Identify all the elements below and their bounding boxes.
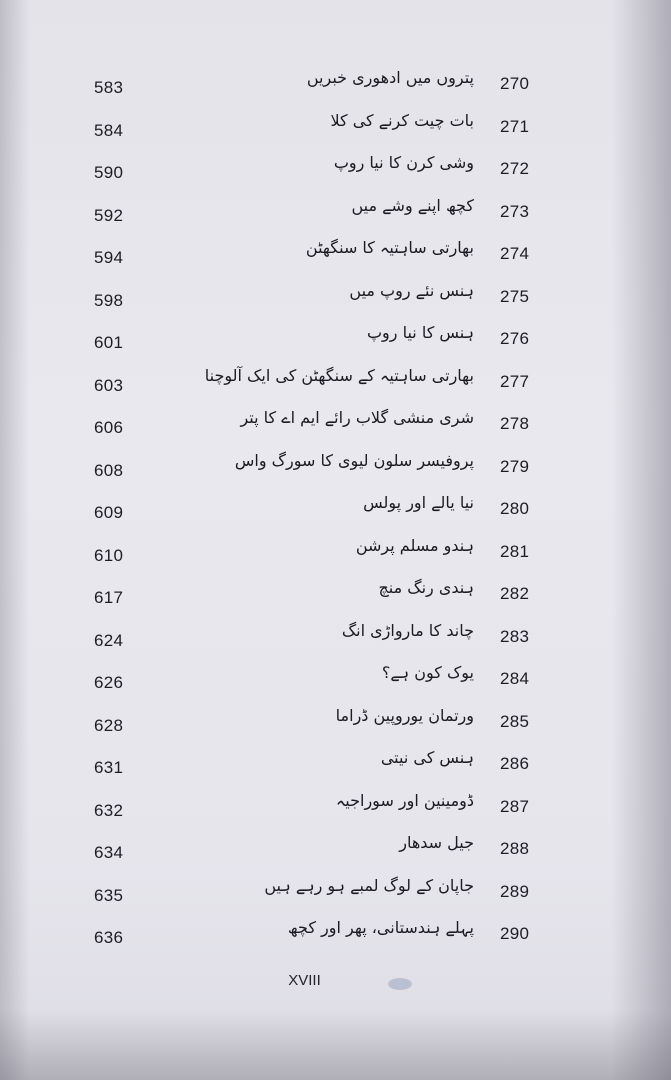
toc-entry-number: 290 bbox=[500, 924, 530, 943]
toc-page-number: 635 bbox=[94, 885, 124, 905]
toc-entry-number: 277 bbox=[500, 371, 530, 391]
toc-entry-number: 279 bbox=[500, 456, 530, 476]
toc-entry-title: یوک کون ہے؟ bbox=[381, 663, 474, 682]
toc-entry-number: 282 bbox=[500, 584, 530, 603]
toc-row bbox=[0, 66, 671, 109]
toc-entry-number: 271 bbox=[500, 116, 530, 136]
toc-entry-title: نیا یالے اور پولس bbox=[363, 493, 474, 512]
toc-page-number: 592 bbox=[94, 205, 124, 225]
toc-page-number: 584 bbox=[94, 120, 124, 140]
toc-entry-title: شری منشی گلاب رائے ایم اے کا پتر bbox=[240, 408, 474, 427]
toc-entry-title: ہندی رنگ منچ bbox=[378, 578, 474, 597]
page-shadow-bottom bbox=[0, 1010, 671, 1080]
toc-entry-number: 288 bbox=[500, 839, 530, 858]
toc-page-number: 603 bbox=[94, 375, 124, 395]
toc-entry-title: ہنس کا نیا روپ bbox=[366, 323, 474, 342]
toc-page-number: 636 bbox=[94, 928, 124, 947]
toc-entry-number: 289 bbox=[500, 881, 530, 901]
toc-entry-title: جاپان کے لوگ لمبے ہو رہے ہیں bbox=[264, 875, 474, 895]
toc-row bbox=[0, 321, 671, 364]
toc-entry-number: 273 bbox=[500, 201, 530, 221]
toc-page-number: 609 bbox=[94, 503, 124, 522]
toc-page-number: 606 bbox=[94, 418, 124, 437]
toc-page-number: 598 bbox=[94, 290, 124, 310]
toc-entry-number: 280 bbox=[500, 499, 530, 518]
toc-row bbox=[0, 151, 671, 194]
toc-page-number: 631 bbox=[94, 758, 124, 777]
toc-entry-number: 285 bbox=[500, 711, 530, 731]
toc-page-number: 632 bbox=[94, 800, 124, 820]
toc-entry-title: وشی کرن کا نیا روپ bbox=[333, 153, 474, 172]
toc-entry-number: 283 bbox=[500, 626, 530, 646]
toc-entry-number: 278 bbox=[500, 414, 530, 433]
toc-entry-number: 275 bbox=[500, 286, 530, 306]
toc-entry-title: بات چیت کرنے کی کلا bbox=[330, 110, 474, 130]
toc-page-number: 617 bbox=[94, 588, 124, 607]
toc-row bbox=[0, 109, 671, 152]
toc-entry-number: 276 bbox=[500, 329, 530, 348]
page-footer bbox=[0, 972, 671, 989]
toc-entry-title: پروفیسر سلون لیوی کا سورگ واس bbox=[234, 450, 474, 470]
toc-row bbox=[0, 364, 671, 407]
toc-entry-title: کچھ اپنے وشے میں bbox=[351, 195, 474, 215]
toc-entry-title: ورتمان یوروپین ڈراما bbox=[335, 705, 474, 725]
toc-page-number: 624 bbox=[94, 630, 124, 650]
toc-entry-title: ڈومینین اور سوراجیہ bbox=[335, 790, 474, 810]
toc-entry-number: 272 bbox=[500, 159, 530, 178]
toc-row bbox=[0, 916, 671, 959]
toc-row bbox=[0, 491, 671, 534]
toc-page-number: 634 bbox=[94, 843, 124, 862]
toc-page-number: 610 bbox=[94, 545, 124, 565]
toc-row bbox=[0, 236, 671, 279]
toc-row bbox=[0, 789, 671, 832]
toc-page-number: 626 bbox=[94, 673, 124, 692]
toc-page-number: 590 bbox=[94, 163, 124, 182]
toc-entry-title: بھارتی ساہتیہ کا سنگھٹن bbox=[305, 238, 474, 257]
toc-row bbox=[0, 874, 671, 917]
toc-row bbox=[0, 746, 671, 789]
table-of-contents bbox=[0, 66, 671, 959]
toc-entry-title: پتروں میں ادھوری خبریں bbox=[306, 68, 474, 87]
toc-entry-title: ہنس کی نیتی bbox=[380, 748, 474, 767]
toc-row bbox=[0, 661, 671, 704]
toc-row bbox=[0, 576, 671, 619]
page-number-roman: XVIII bbox=[288, 972, 321, 989]
toc-row bbox=[0, 449, 671, 492]
toc-row bbox=[0, 194, 671, 237]
toc-page-number: 628 bbox=[94, 715, 124, 735]
toc-page-number: 608 bbox=[94, 460, 124, 480]
toc-entry-title: بھارتی ساہتیہ کے سنگھٹن کی ایک آلوچنا bbox=[204, 365, 474, 385]
toc-entry-title: پہلے ہندستانی، پھر اور کچھ bbox=[287, 918, 474, 937]
toc-entry-number: 270 bbox=[500, 74, 530, 93]
toc-row bbox=[0, 534, 671, 577]
toc-entry-title: ہنس نئے روپ میں bbox=[349, 280, 474, 300]
toc-page-number: 601 bbox=[94, 333, 124, 352]
toc-row bbox=[0, 619, 671, 662]
toc-row bbox=[0, 406, 671, 449]
toc-entry-number: 287 bbox=[500, 796, 530, 816]
toc-entry-title: جیل سدھار bbox=[399, 833, 474, 852]
toc-entry-title: ہندو مسلم پرشن bbox=[355, 535, 474, 555]
toc-row bbox=[0, 831, 671, 874]
toc-entry-number: 286 bbox=[500, 754, 530, 773]
toc-page-number: 594 bbox=[94, 248, 124, 267]
toc-row bbox=[0, 704, 671, 747]
toc-entry-number: 284 bbox=[500, 669, 530, 688]
toc-entry-title: چاند کا مارواڑی انگ bbox=[341, 620, 474, 640]
toc-page-number: 583 bbox=[94, 78, 124, 97]
toc-row bbox=[0, 279, 671, 322]
toc-entry-number: 274 bbox=[500, 244, 530, 263]
toc-entry-number: 281 bbox=[500, 541, 530, 561]
